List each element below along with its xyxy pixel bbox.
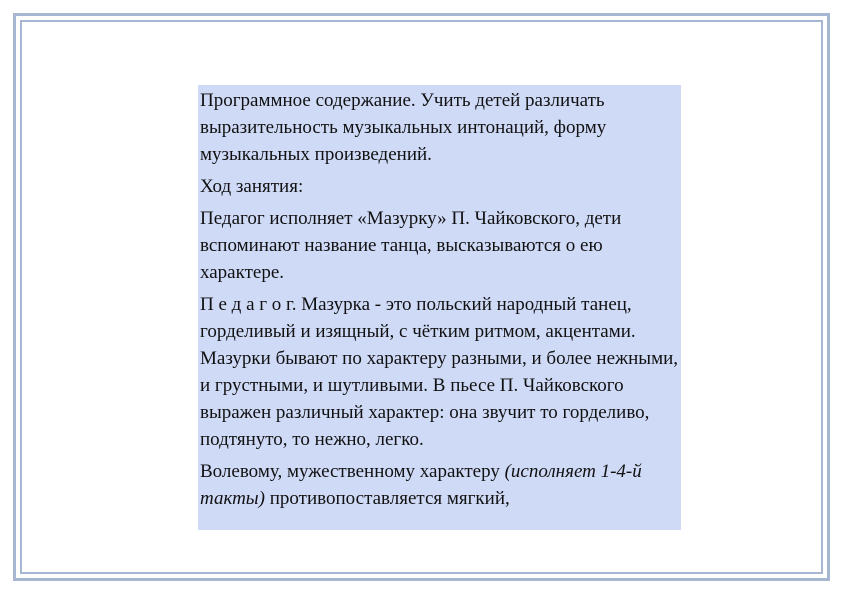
paragraph-program-content: Программное содержание. Учить детей различать выразительность музыкальных интонаций, форму музыкальных произведений. [200, 90, 607, 165]
speaker-label: П е д а г о г. [200, 294, 297, 315]
paragraph-lesson-course: Ход занятия: [200, 176, 304, 197]
performance-note: (исполняет 1-4-й такты) [200, 461, 642, 509]
contrast-text-after: противопоставляется мягкий, [265, 488, 510, 509]
paragraph-contrast [200, 458, 679, 512]
paragraph-teacher-speech [200, 291, 679, 453]
teacher-speech-text: Мазурка - это польский народный танец, горделивый и изящный, с чётким ритмом, акцентами. Мазурки бывают по характеру разными, и более нежными, и грустными, и шутливыми. В пьесе П. Чайковского выражен различный характер: она звучит то горделиво, подтянуто, то нежно, легко. [200, 294, 679, 450]
paragraph-teacher-performs: Педагог исполняет «Мазурку» П. Чайковского, дети вспоминают название танца, высказываются о ею характере. [200, 208, 622, 283]
lesson-text-box [198, 85, 681, 530]
contrast-text-before: Волевому, мужественному характеру [200, 461, 505, 482]
